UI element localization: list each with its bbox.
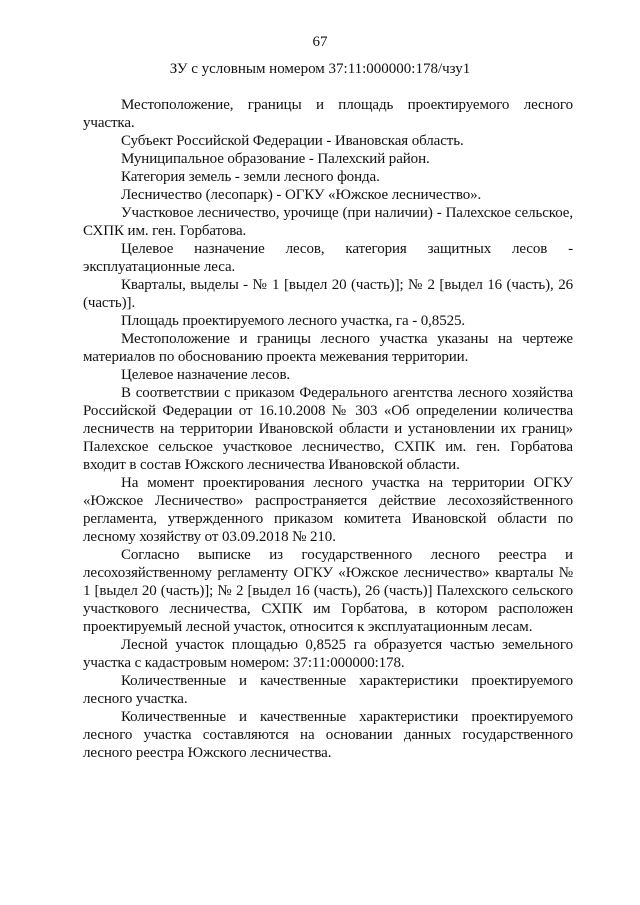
paragraph: Количественные и качественные характеристики проектируемого лесного участка. bbox=[83, 673, 573, 707]
paragraph: Площадь проектируемого лесного участка, га - 0,8525. bbox=[121, 313, 466, 329]
paragraph: Субъект Российской Федерации - Ивановская область. bbox=[121, 133, 464, 149]
document-body bbox=[83, 96, 573, 762]
paragraph: На момент проектирования лесного участка на территории ОГКУ «Южское Лесничество» распространяется действие лесохозяйственного регламента, утвержденного приказом комитета Ивановской области по лесному хозяйству от 03.09.2018 № 210. bbox=[83, 475, 573, 545]
paragraph: Местоположение и границы лесного участка указаны на чертеже материалов по обоснованию проекта межевания территории. bbox=[83, 331, 573, 365]
paragraph: Целевое назначение лесов, категория защитных лесов - эксплуатационные леса. bbox=[83, 241, 573, 275]
paragraph: Категория земель - земли лесного фонда. bbox=[121, 169, 380, 185]
paragraph: Кварталы, выделы - № 1 [выдел 20 (часть)]; № 2 [выдел 16 (часть), 26 (часть)]. bbox=[83, 277, 573, 311]
paragraph: Количественные и качественные характеристики проектируемого лесного участка составляются на основании данных государственного лесного реестра Южского лесничества. bbox=[83, 709, 573, 761]
document-title: ЗУ с условным номером 37:11:000000:178/чзу1 bbox=[169, 61, 471, 77]
paragraph: Участковое лесничество, урочище (при наличии) - Палехское сельское, СХПК им. ген. Горбатова. bbox=[83, 205, 573, 239]
paragraph: В соответствии с приказом Федерального агентства лесного хозяйства Российской Федерации от 16.10.2008 № 303 «Об определении количества лесничеств на территории Ивановской области и установлении их границ» Палехское сельское участковое лесничество, СХПК им. ген. Горбатова входит в состав Южского лесничества Ивановской области. bbox=[83, 385, 573, 473]
paragraph: Лесничество (лесопарк) - ОГКУ «Южское лесничество». bbox=[121, 187, 482, 203]
paragraph: Согласно выписке из государственного лесного реестра и лесохозяйственному регламенту ОГКУ «Южское лесничество» кварталы № 1 [выдел 20 (часть)]; № 2 [выдел 16 (часть), 26 (часть)] Палехского сельского участкового лесничества, СХПК им Горбатова, в котором расположен проектируемый лесной участок, относится к эксплуатационным лесам. bbox=[83, 547, 573, 635]
paragraph: Целевое назначение лесов. bbox=[121, 367, 291, 383]
paragraph: Местоположение, границы и площадь проектируемого лесного участка. bbox=[83, 97, 573, 131]
paragraph: Лесной участок площадью 0,8525 га образуется частью земельного участка с кадастровым номером: 37:11:000000:178. bbox=[83, 637, 573, 671]
paragraph: Муниципальное образование - Палехский район. bbox=[121, 151, 430, 167]
page-number: 67 bbox=[312, 34, 328, 50]
